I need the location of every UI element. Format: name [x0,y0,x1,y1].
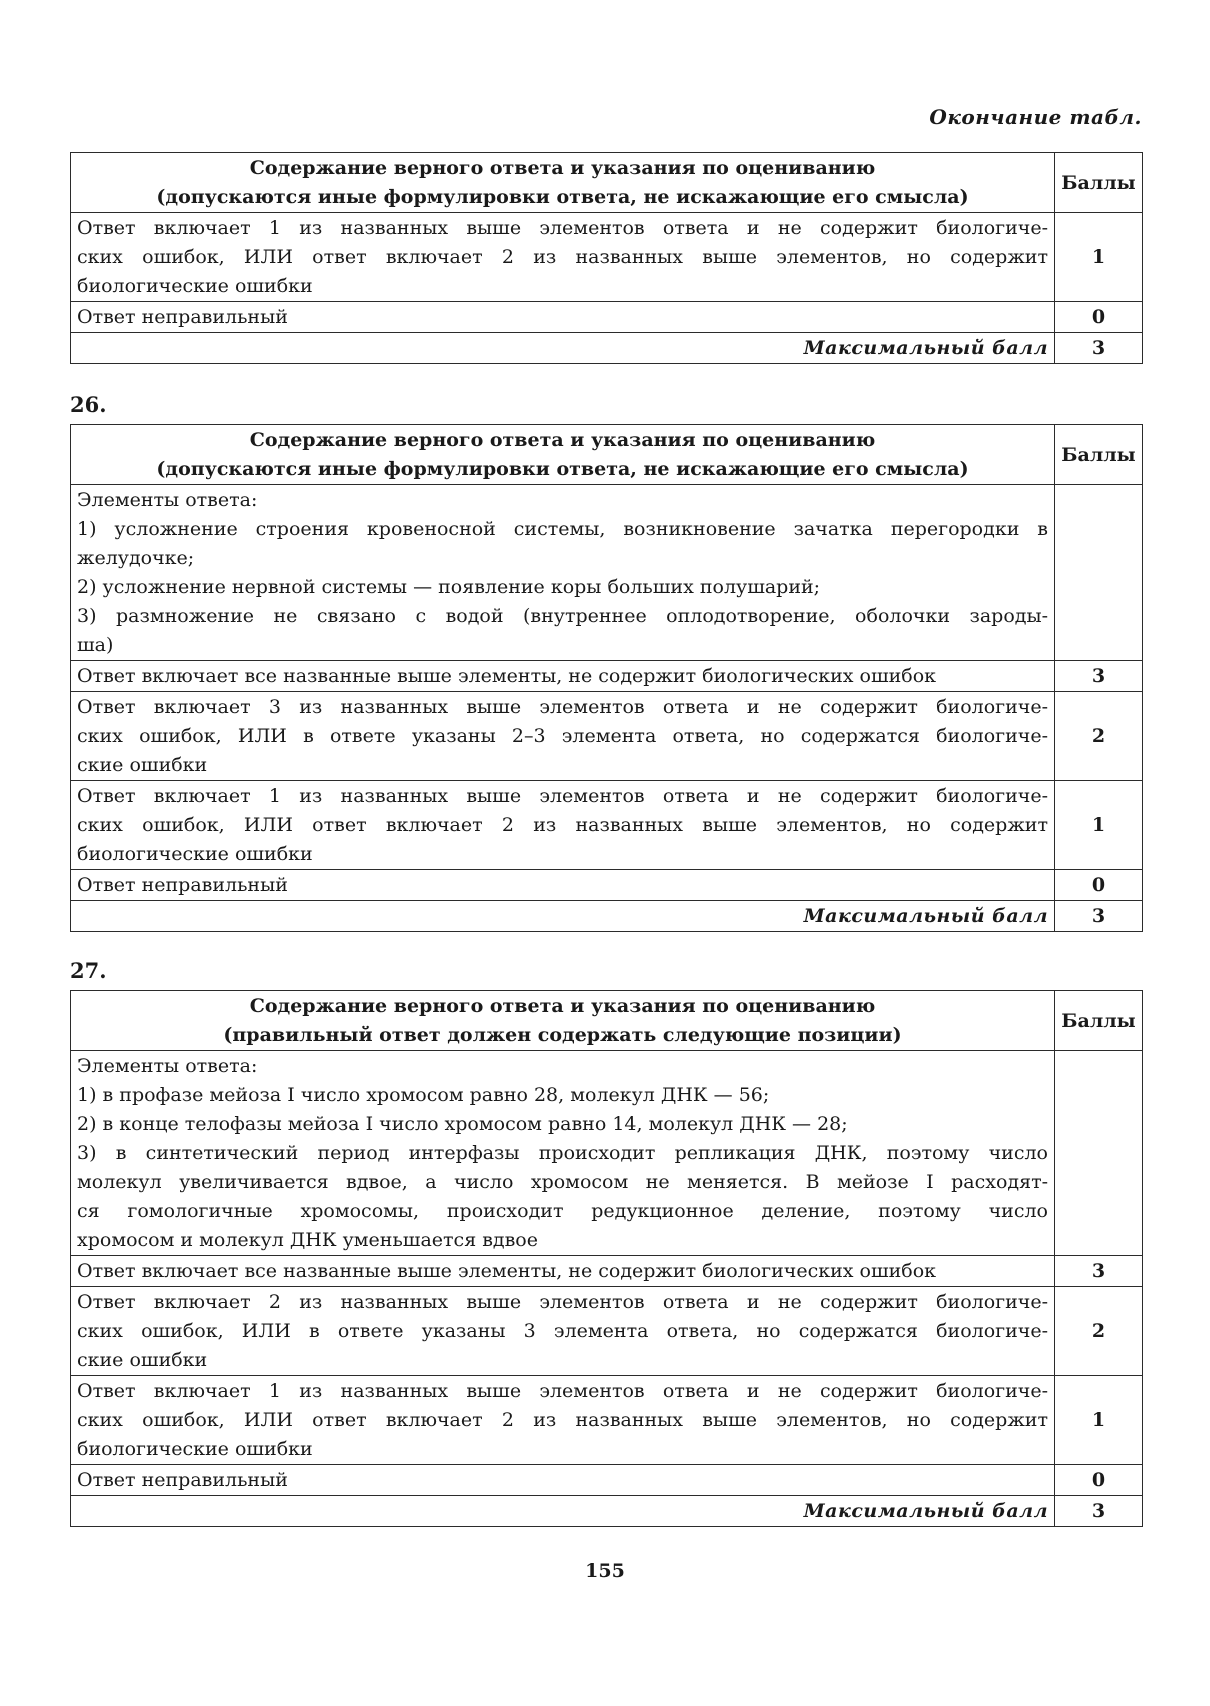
scoring-table-continued [70,152,1143,364]
text-line: Ответ включает 1 из названных выше элементов ответа и не содержит биологиче- [77,785,1048,807]
answer-elements-cell [71,485,1055,661]
text-line: желудочке; [77,547,195,569]
max-score-label: Максимальный балл [71,1496,1055,1527]
points-cell: 3 [1055,661,1143,692]
points-cell: 1 [1055,781,1143,870]
header-line-2: (допускаются иные формулировки ответа, не искажающие его смысла) [156,458,969,480]
max-score-value: 3 [1055,901,1143,932]
text-line: биологические ошибки [77,275,313,297]
continuation-label: Окончание табл. [929,105,1142,129]
max-score-label: Максимальный балл [71,333,1055,364]
text-line: ся гомологичные хромосомы, происходит редукционное деление, поэтому число [77,1200,1048,1222]
header-line-1: Содержание верного ответа и указания по оцениванию [249,429,876,451]
table-row [71,302,1143,333]
text-line: ские ошибки [77,1349,208,1371]
table-row [71,213,1143,302]
text-line: Ответ включает 2 из названных выше элементов ответа и не содержит биологиче- [77,1291,1048,1313]
max-score-row [71,333,1143,364]
criterion-cell [71,1376,1055,1465]
max-score-value: 3 [1055,1496,1143,1527]
header-line-2: (допускаются иные формулировки ответа, не искажающие его смысла) [156,186,969,208]
criterion-cell [71,692,1055,781]
scoring-table-26 [70,424,1143,932]
criterion-cell [71,302,1055,333]
text-line: Ответ включает 1 из названных выше элементов ответа и не содержит биологиче- [77,1380,1048,1402]
header-line-2: (правильный ответ должен содержать следующие позиции) [223,1024,902,1046]
criterion-cell [71,781,1055,870]
text-line: Ответ неправильный [77,306,288,328]
header-line-1: Содержание верного ответа и указания по оцениванию [249,995,876,1017]
table-row [71,1465,1143,1496]
text-line: хромосом и молекул ДНК уменьшается вдвое [77,1229,538,1251]
max-score-row [71,901,1143,932]
text-line: ша) [77,634,114,656]
text-line: Ответ включает 1 из названных выше элементов ответа и не содержит биологиче- [77,217,1048,239]
criterion-cell [71,661,1055,692]
table-header-row [71,991,1143,1051]
question-number-27: 27. [70,958,107,983]
table-row [71,692,1143,781]
text-line: ских ошибок, ИЛИ ответ включает 2 из названных выше элементов, но содержит [77,246,1048,268]
points-cell: 1 [1055,213,1143,302]
text-line: Ответ включает 3 из названных выше элементов ответа и не содержит биологиче- [77,696,1048,718]
text-line: ских ошибок, ИЛИ в ответе указаны 3 элемента ответа, но содержатся биологиче- [77,1320,1048,1342]
table-row [71,781,1143,870]
points-cell: 0 [1055,302,1143,333]
points-cell: 0 [1055,1465,1143,1496]
table-header-content [71,991,1055,1051]
text-line: 1) в профазе мейоза I число хромосом равно 28, молекул ДНК — 56; [77,1084,770,1106]
points-cell: 2 [1055,692,1143,781]
points-cell: 1 [1055,1376,1143,1465]
points-cell: 3 [1055,1256,1143,1287]
table-row [71,1287,1143,1376]
page-number: 155 [585,1560,625,1582]
header-line-1: Содержание верного ответа и указания по оцениванию [249,157,876,179]
table-header-content [71,425,1055,485]
criterion-cell [71,1465,1055,1496]
table-header-row [71,153,1143,213]
criterion-cell [71,1256,1055,1287]
question-number-26: 26. [70,392,107,417]
answer-elements-cell [71,1051,1055,1256]
criterion-cell [71,870,1055,901]
empty-points-cell [1055,485,1143,661]
criterion-cell [71,213,1055,302]
max-score-row [71,1496,1143,1527]
table-row [71,1256,1143,1287]
max-score-value: 3 [1055,333,1143,364]
table-header-row [71,425,1143,485]
answer-elements-row [71,1051,1143,1256]
text-line: Ответ неправильный [77,1469,288,1491]
text-line: ских ошибок, ИЛИ ответ включает 2 из названных выше элементов, но содержит [77,1409,1048,1431]
text-line: биологические ошибки [77,1438,313,1460]
table-row [71,870,1143,901]
empty-points-cell [1055,1051,1143,1256]
table-row [71,661,1143,692]
text-line: биологические ошибки [77,843,313,865]
text-line: ских ошибок, ИЛИ в ответе указаны 2–3 элемента ответа, но содержатся биологиче- [77,725,1048,747]
criterion-cell [71,1287,1055,1376]
table-header-content [71,153,1055,213]
scoring-table-27 [70,990,1143,1527]
table-row [71,1376,1143,1465]
points-cell: 0 [1055,870,1143,901]
text-line: 2) в конце телофазы мейоза I число хромосом равно 14, молекул ДНК — 28; [77,1113,848,1135]
max-score-label: Максимальный балл [71,901,1055,932]
text-line: Элементы ответа: [77,489,258,511]
text-line: Ответ включает все названные выше элементы, не содержит биологических ошибок [77,1260,937,1282]
text-line: 1) усложнение строения кровеносной системы, возникновение зачатка перегородки в [77,518,1048,540]
text-line: Элементы ответа: [77,1055,258,1077]
points-header: Баллы [1055,991,1143,1051]
text-line: Ответ неправильный [77,874,288,896]
points-header: Баллы [1055,425,1143,485]
text-line: ские ошибки [77,754,208,776]
text-line: Ответ включает все названные выше элементы, не содержит биологических ошибок [77,665,937,687]
answer-elements-row [71,485,1143,661]
points-header: Баллы [1055,153,1143,213]
text-line: 2) усложнение нервной системы — появление коры больших полушарий; [77,576,821,598]
text-line: молекул увеличивается вдвое, а число хромосом не меняется. В мейозе I расходят- [77,1171,1048,1193]
text-line: 3) размножение не связано с водой (внутреннее оплодотворение, оболочки зароды- [77,605,1048,627]
points-cell: 2 [1055,1287,1143,1376]
text-line: 3) в синтетический период интерфазы происходит репликация ДНК, поэтому число [77,1142,1048,1164]
text-line: ских ошибок, ИЛИ ответ включает 2 из названных выше элементов, но содержит [77,814,1048,836]
